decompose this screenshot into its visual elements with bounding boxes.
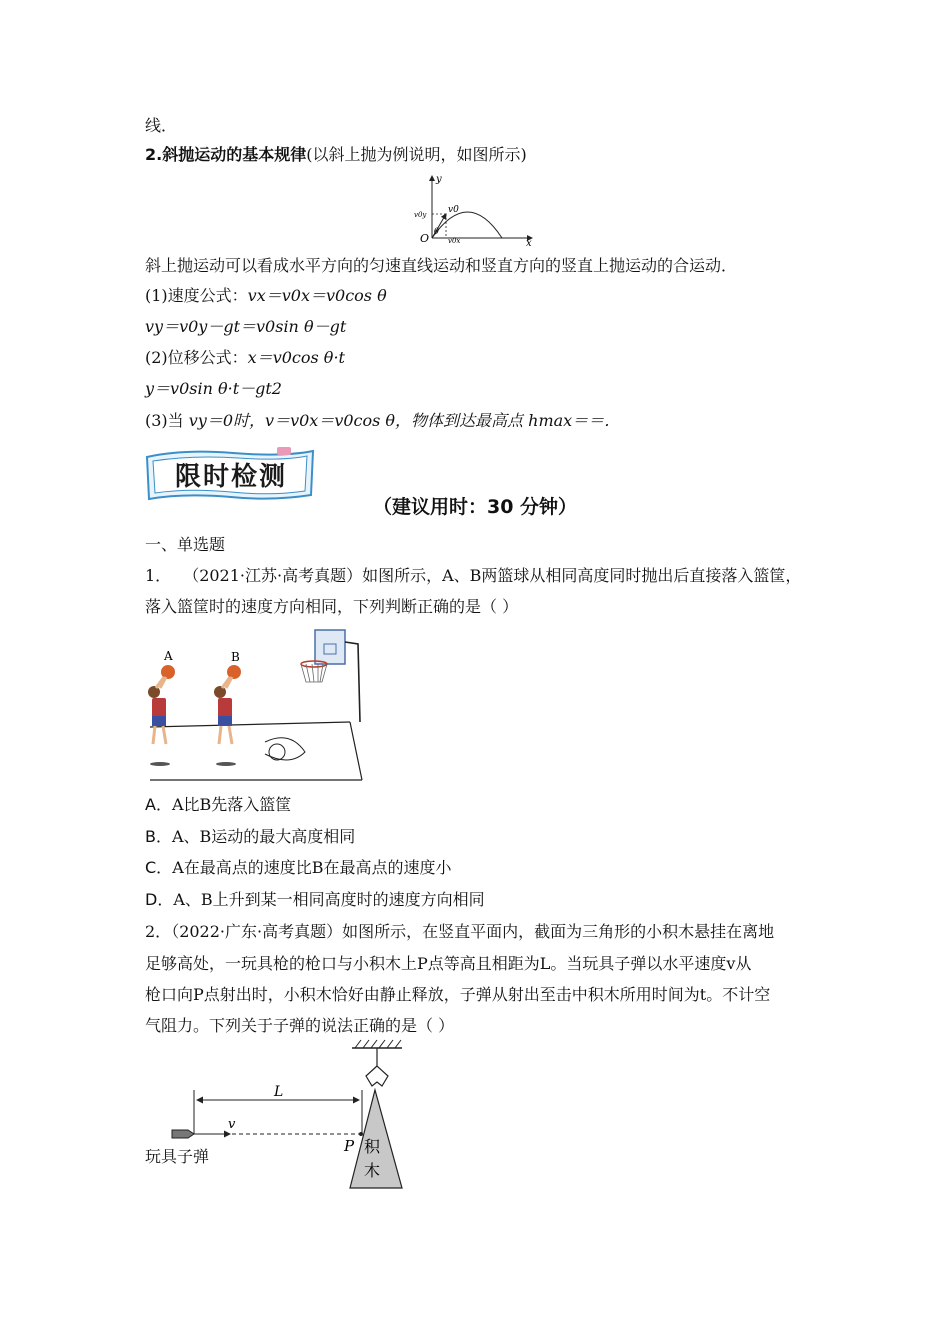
text-line-end: 线． bbox=[145, 116, 178, 135]
q2-number: 2． bbox=[145, 922, 172, 941]
v0y-label: v0y bbox=[414, 211, 427, 219]
trajectory-curve bbox=[432, 212, 502, 238]
label-P: P bbox=[344, 1137, 355, 1155]
basketball-figure bbox=[140, 622, 365, 784]
q1-stem-line2: 落入篮筐时的速度方向相同，下列判断正确的是（ ） bbox=[145, 597, 519, 616]
y-axis-label: y bbox=[436, 174, 442, 185]
peak-prefix: (3)当 bbox=[145, 411, 184, 430]
displacement-x-eq: x＝v0cos θ·t bbox=[247, 348, 345, 367]
q1-option-b-text: A、B运动的最大高度相同 bbox=[171, 827, 356, 846]
label-L: L bbox=[274, 1084, 284, 1100]
label-v: v bbox=[228, 1117, 236, 1132]
section-heading bbox=[145, 143, 527, 167]
player-b-icon bbox=[214, 677, 236, 766]
velocity-x-eq: vx＝v0x＝v0cos θ bbox=[247, 286, 387, 305]
backboard bbox=[315, 630, 345, 664]
q1-stem-a: 如图所示，A、B两篮球从相同高度同时抛出后直接落入篮筐， bbox=[362, 566, 802, 585]
origin-label: O bbox=[420, 232, 430, 245]
q1-option-d[interactable] bbox=[145, 888, 485, 912]
q1-option-a[interactable] bbox=[145, 793, 291, 817]
q1-option-c-key: C． bbox=[145, 858, 173, 877]
banner-text: 限时检测 bbox=[174, 462, 288, 492]
velocity-formula-x bbox=[145, 284, 387, 308]
velocity-label: (1)速度公式： bbox=[145, 286, 248, 305]
block-label-1: 积 bbox=[364, 1137, 381, 1156]
q1-option-d-text: A、B上升到某一相同高度时的速度方向相同 bbox=[173, 890, 485, 909]
q2-stem-line3: 枪口向P点射出时，小积木恰好由静止释放，子弹从射出至击中积木所用时间为t。不计空 bbox=[145, 985, 771, 1004]
q2-source: （2022·广东·高考真题） bbox=[171, 922, 343, 941]
banner-clip-icon bbox=[277, 447, 291, 455]
q2-stem-line2: 足够高处，一玩具枪的枪口与小积木上P点等高且相距为L。当玩具子弹以水平速度v从 bbox=[145, 954, 752, 973]
displacement-formula-x bbox=[145, 346, 345, 370]
bullet-caption: 玩具子弹 bbox=[145, 1147, 210, 1166]
theory-intro: 斜上抛运动可以看成水平方向的匀速直线运动和竖直方向的竖直上抛运动的合运动． bbox=[145, 256, 738, 275]
peak-cond: vy＝0时， bbox=[188, 411, 266, 430]
section-title: 一、单选题 bbox=[145, 535, 226, 554]
q1-option-c[interactable] bbox=[145, 856, 452, 880]
court-circle bbox=[269, 744, 285, 760]
projectile-diagram bbox=[410, 172, 540, 248]
heading-paren: (以斜上抛为例说明，如图所示) bbox=[306, 145, 527, 164]
displacement-label: (2)位移公式： bbox=[145, 348, 248, 367]
v0x-label: v0x bbox=[448, 237, 461, 245]
x-axis-label: x bbox=[526, 238, 532, 248]
block-label-2: 木 bbox=[364, 1161, 381, 1180]
hoop-pole bbox=[345, 642, 360, 722]
court-line-right bbox=[350, 722, 362, 780]
q1-option-b-key: B． bbox=[145, 827, 172, 846]
label-ball-b: B bbox=[231, 650, 240, 664]
peak-v: v＝v0x＝v0cos θ，物体到达最高点 bbox=[265, 411, 524, 430]
player-a-icon bbox=[148, 677, 170, 766]
peak-h: hmax＝＝． bbox=[528, 411, 621, 430]
q2-stem-line4: 气阻力。下列关于子弹的说法正确的是（ ） bbox=[145, 1016, 455, 1035]
court-line-far bbox=[150, 722, 350, 727]
theta-label: θ bbox=[434, 227, 439, 236]
clamp bbox=[366, 1066, 388, 1086]
q1-source: （2021·江苏·高考真题） bbox=[183, 566, 363, 585]
q2-stem-line1 bbox=[145, 920, 774, 944]
q1-option-a-text: A比B先落入篮筐 bbox=[171, 795, 292, 814]
q1-option-d-key: D． bbox=[145, 890, 174, 909]
label-ball-a: A bbox=[164, 649, 173, 663]
v0-label: v0 bbox=[448, 205, 459, 215]
q2-stem-a: 如图所示，在竖直平面内，截面为三角形的小积木悬挂在离地 bbox=[342, 922, 775, 941]
q1-stem-line1 bbox=[145, 564, 801, 588]
ceiling-hatch bbox=[355, 1040, 401, 1048]
point-P bbox=[359, 1132, 363, 1136]
bullet-icon bbox=[172, 1130, 194, 1138]
q1-option-b[interactable] bbox=[145, 825, 355, 849]
displacement-formula-y: y＝v0sin θ·t－gt2 bbox=[145, 379, 282, 398]
heading-main: 2.斜抛运动的基本规律 bbox=[145, 145, 307, 164]
suggested-time: （建议用时：30 分钟） bbox=[372, 496, 578, 518]
velocity-formula-y: vy＝v0y－gt＝v0sin θ－gt bbox=[145, 317, 347, 336]
q1-option-c-text: A在最高点的速度比B在最高点的速度小 bbox=[172, 858, 452, 877]
q1-number: 1． bbox=[145, 566, 172, 585]
peak-condition bbox=[145, 409, 620, 433]
q1-option-a-key: A． bbox=[145, 795, 172, 814]
